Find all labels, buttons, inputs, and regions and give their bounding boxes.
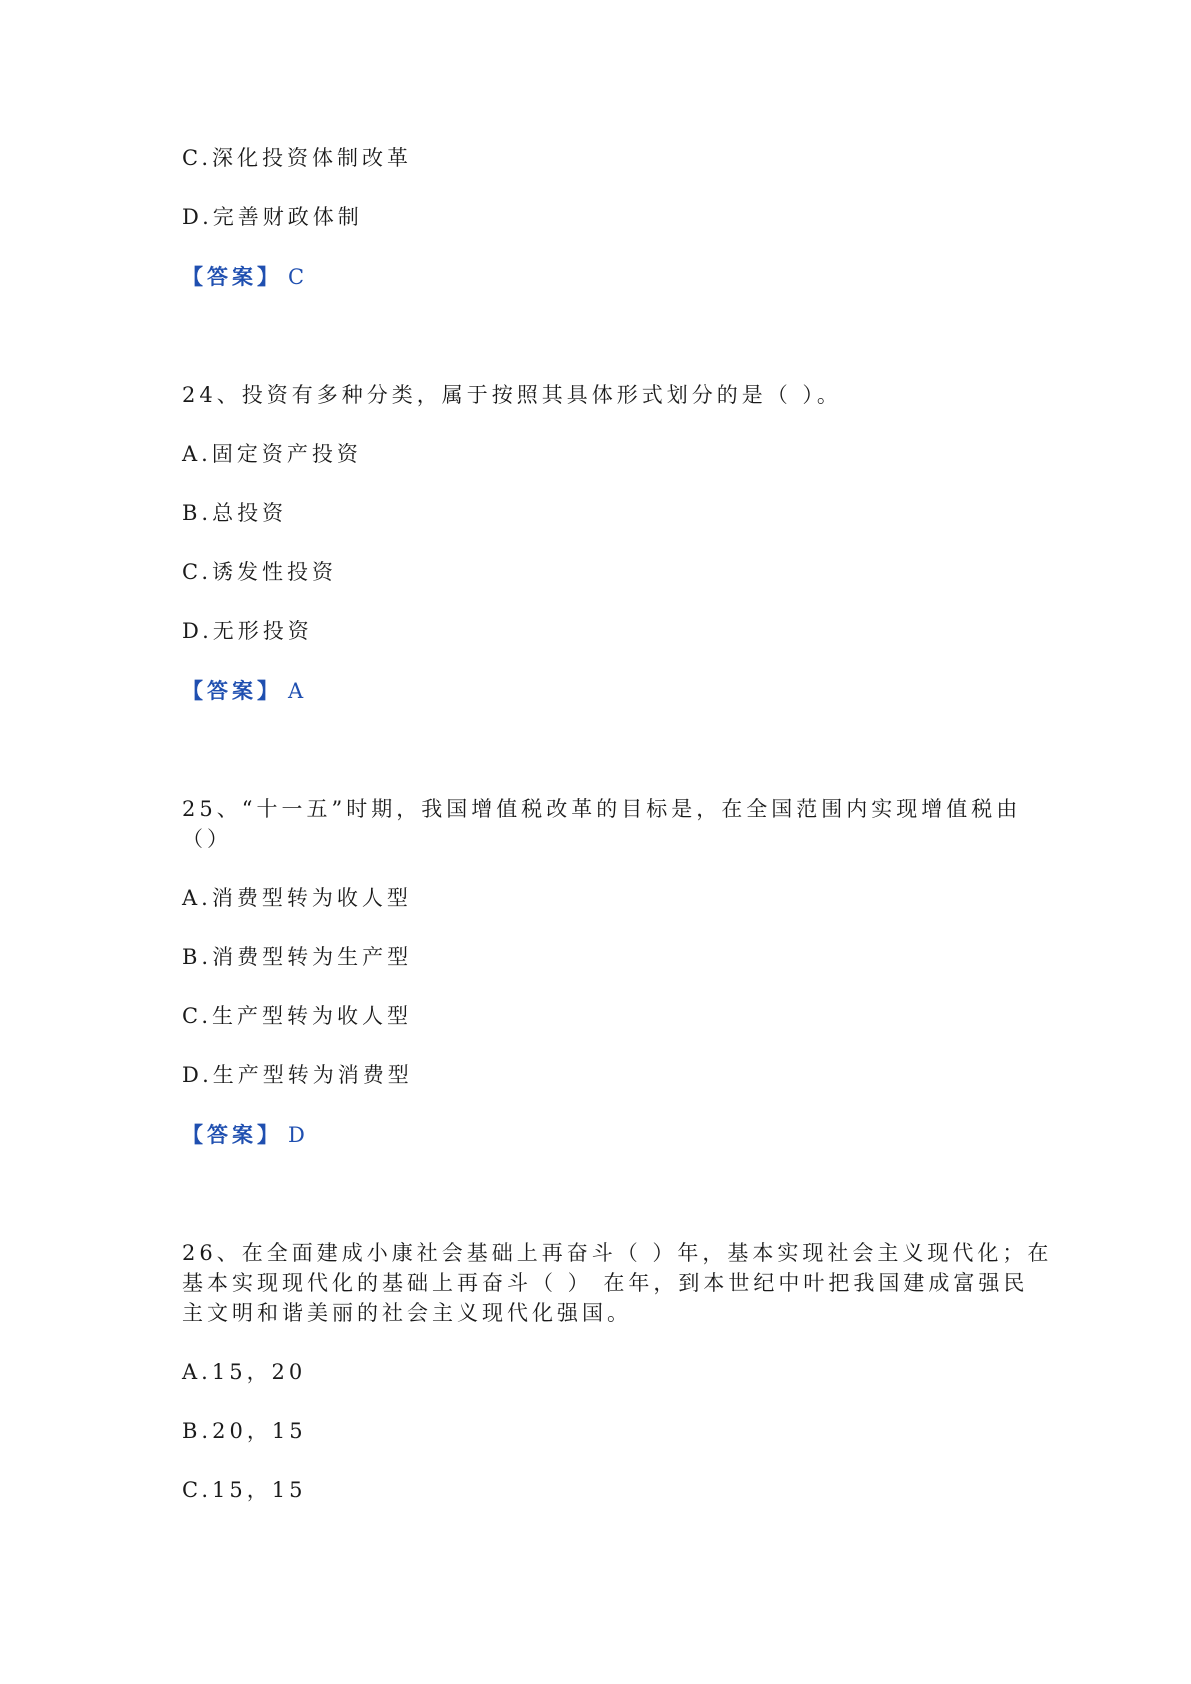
option-d: D.无形投资 bbox=[182, 619, 313, 643]
option-d: D.完善财政体制 bbox=[182, 205, 363, 229]
question-stem-line-2: （） bbox=[182, 827, 232, 851]
question-stem-line-1: 25、“十一五”时期，我国增值税改革的目标是，在全国范围内实现增值税由 bbox=[182, 797, 1022, 821]
option-d: D.生产型转为消费型 bbox=[182, 1063, 413, 1087]
option-b: B.总投资 bbox=[182, 501, 288, 525]
question-stem-line-1: 26、在全面建成小康社会基础上再奋斗（ ）年，基本实现社会主义现代化；在 bbox=[182, 1241, 1053, 1265]
answer-value: D bbox=[288, 1123, 309, 1147]
option-a: A.固定资产投资 bbox=[182, 442, 362, 466]
question-stem-line-3: 主文明和谐美丽的社会主义现代化强国。 bbox=[182, 1301, 632, 1325]
answer-value: A bbox=[288, 679, 308, 703]
option-c: C.15，15 bbox=[182, 1478, 307, 1502]
answer-value: C bbox=[288, 265, 309, 289]
answer-label: 【答案】 bbox=[182, 1122, 282, 1147]
option-c: C.生产型转为收人型 bbox=[182, 1004, 412, 1028]
option-b: B.消费型转为生产型 bbox=[182, 945, 413, 969]
option-a: A.消费型转为收人型 bbox=[182, 886, 412, 910]
question-stem-line-2: 基本实现现代化的基础上再奋斗（ ） 在年，到本世纪中叶把我国建成富强民 bbox=[182, 1271, 1029, 1295]
answer-line bbox=[182, 675, 307, 707]
option-a: A.15，20 bbox=[182, 1360, 307, 1384]
answer-line bbox=[182, 1119, 309, 1151]
option-b: B.20，15 bbox=[182, 1419, 307, 1443]
answer-label: 【答案】 bbox=[182, 678, 282, 703]
question-stem: 24、投资有多种分类，属于按照其具体形式划分的是（ ）。 bbox=[182, 383, 842, 407]
answer-label: 【答案】 bbox=[182, 264, 282, 289]
answer-line bbox=[182, 261, 308, 293]
option-c: C.深化投资体制改革 bbox=[182, 146, 412, 170]
option-c: C.诱发性投资 bbox=[182, 560, 337, 584]
